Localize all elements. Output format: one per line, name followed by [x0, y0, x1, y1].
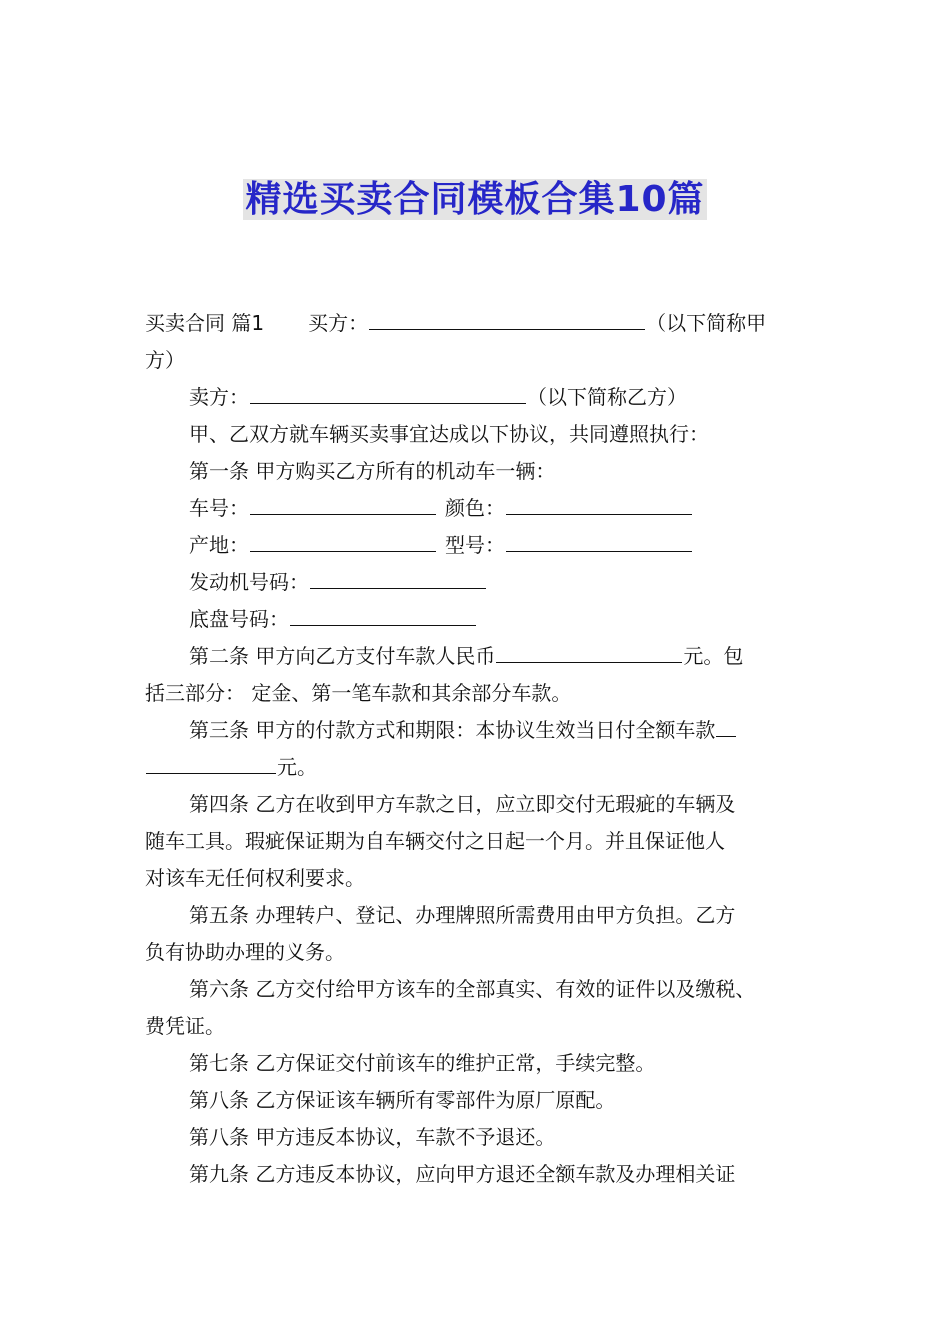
article-5-continued: 负有协助办理的义务。 — [145, 940, 345, 964]
document-title-text: 精选买卖合同模板合集10篇 — [245, 179, 705, 220]
intro-line — [145, 416, 810, 453]
article-4 — [145, 786, 810, 823]
buyer-suffix-continued: 方） — [145, 348, 185, 372]
article-8b — [145, 1119, 810, 1156]
color-label: 颜色： — [445, 496, 505, 520]
origin-blank — [250, 531, 436, 552]
buyer-suffix: （以下简称甲 — [646, 311, 767, 335]
intro-text: 甲、乙双方就车辆买卖事宜达成以下协议，共同遵照执行： — [189, 422, 709, 446]
chassis-line — [145, 601, 810, 638]
origin-label: 产地： — [189, 533, 249, 557]
paragraph-line — [145, 860, 810, 897]
article-4-continued: 随车工具。瑕疵保证期为自车辆交付之日起一个月。并且保证他人 — [145, 829, 725, 853]
article-6 — [145, 971, 810, 1008]
article-8a — [145, 1082, 810, 1119]
plate-label: 车号： — [189, 496, 249, 520]
paragraph-line — [145, 823, 810, 860]
chassis-blank — [290, 605, 476, 626]
document-title — [0, 176, 950, 224]
contract-heading: 买卖合同 篇1 — [145, 311, 265, 335]
article-7 — [145, 1045, 810, 1082]
paragraph-line — [145, 1008, 810, 1045]
article-2-continued: 括三部分： 定金、第一笔车款和其余部分车款。 — [145, 681, 572, 705]
engine-label: 发动机号码： — [189, 570, 309, 594]
article-2-unit: 元。包 — [683, 644, 744, 668]
color-blank — [506, 494, 692, 515]
article-4-continued: 对该车无任何权利要求。 — [145, 866, 365, 890]
article-7-text: 第七条 乙方保证交付前该车的维护正常，手续完整。 — [189, 1051, 656, 1075]
chassis-label: 底盘号码： — [189, 607, 289, 631]
article-8b-text: 第八条 甲方违反本协议，车款不予退还。 — [189, 1125, 556, 1149]
paragraph-line — [145, 934, 810, 971]
plate-color-line — [145, 490, 810, 527]
origin-model-line — [145, 527, 810, 564]
article-9 — [145, 1156, 810, 1193]
article-8a-text: 第八条 乙方保证该车辆所有零部件为原厂原配。 — [189, 1088, 616, 1112]
seller-label: 卖方： — [189, 385, 249, 409]
article-6-continued: 费凭证。 — [145, 1014, 225, 1038]
article-6-text: 第六条 乙方交付给甲方该车的全部真实、有效的证件以及缴税、 — [189, 977, 756, 1001]
seller-line — [145, 379, 810, 416]
article-2 — [145, 638, 810, 675]
paragraph-line — [145, 675, 810, 712]
article-5-text: 第五条 办理转户、登记、办理牌照所需费用由甲方负担。乙方 — [189, 903, 736, 927]
article-3 — [145, 712, 810, 749]
price-blank — [496, 642, 682, 663]
model-blank — [506, 531, 692, 552]
seller-suffix: （以下简称乙方） — [527, 385, 687, 409]
article-3-text: 第三条 甲方的付款方式和期限：本协议生效当日付全额车款 — [189, 718, 716, 742]
model-label: 型号： — [445, 533, 505, 557]
article-3-unit: 元。 — [277, 755, 317, 779]
article-2-text: 第二条 甲方向乙方支付车款人民币 — [189, 644, 496, 668]
contract-body — [145, 305, 810, 1193]
engine-blank — [310, 568, 486, 589]
paragraph-line — [145, 342, 810, 379]
article-9-text: 第九条 乙方违反本协议，应向甲方退还全额车款及办理相关证 — [189, 1162, 736, 1186]
payment-blank-start — [716, 716, 736, 737]
engine-line — [145, 564, 810, 601]
article-1 — [145, 453, 810, 490]
contract-heading-line — [145, 305, 810, 342]
article-1-text: 第一条 甲方购买乙方所有的机动车一辆： — [189, 459, 556, 483]
article-5 — [145, 897, 810, 934]
buyer-blank — [369, 309, 645, 330]
article-4-text: 第四条 乙方在收到甲方车款之日，应立即交付无瑕疵的车辆及 — [189, 792, 736, 816]
plate-blank — [250, 494, 436, 515]
payment-blank-end — [146, 753, 276, 774]
paragraph-line — [145, 749, 810, 786]
seller-blank — [250, 383, 526, 404]
buyer-label: 买方： — [308, 311, 369, 335]
